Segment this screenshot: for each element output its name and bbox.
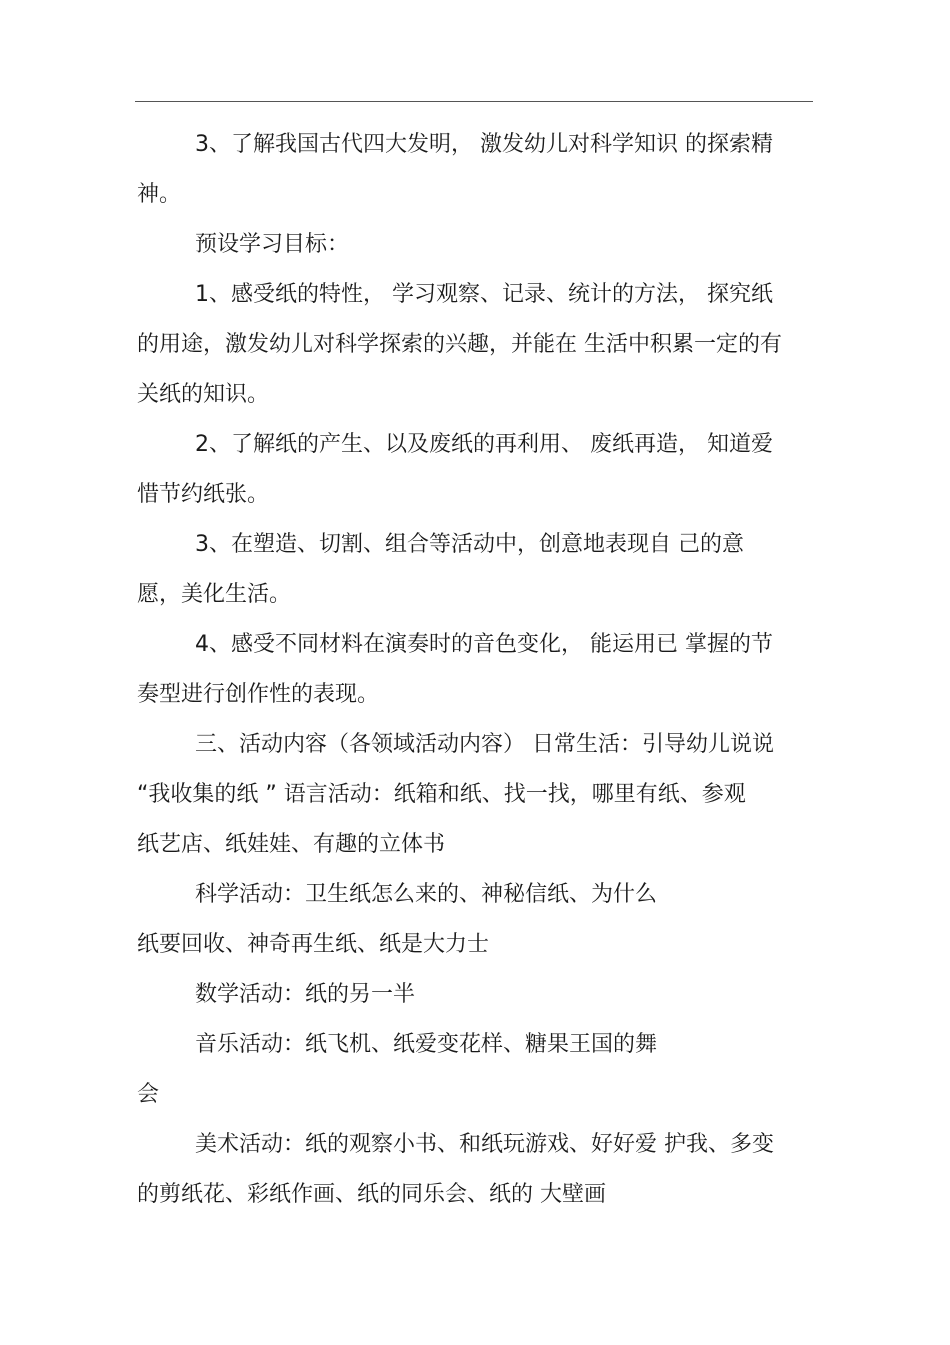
math-activity-line: 数学活动：纸的另一半 [195,982,416,1007]
activity-content-line-3: 纸艺店、纸娃娃、有趣的立体书 [137,832,446,857]
learning-goal-1-line-3: 关纸的知识。 [137,382,270,407]
learning-goal-3-line-1: 3、在塑造、切割、组合等活动中，创意地表现自 己的意 [195,532,744,557]
section-heading-learning-goals: 预设学习目标： [195,232,350,257]
goal-3-line-1: 3、了解我国古代四大发明， 激发幼儿对科学知识 的探索精 [195,132,773,157]
activity-content-line-1: 三、活动内容（各领域活动内容） 日常生活：引导幼儿说说 [195,732,774,757]
document-body [137,120,813,1220]
learning-goal-2-line-1: 2、了解纸的产生、以及废纸的再利用、 废纸再造， 知道爱 [195,432,773,457]
science-activity-line-2: 纸要回收、神奇再生纸、纸是大力士 [137,932,490,957]
goal-3-line-2: 神。 [137,182,182,207]
learning-goal-2-line-2: 惜节约纸张。 [137,482,270,507]
music-activity-line-1: 音乐活动：纸飞机、纸爱变花样、糖果王国的舞 [195,1032,658,1057]
art-activity-line-1: 美术活动：纸的观察小书、和纸玩游戏、好好爱 护我、多变 [195,1132,774,1157]
science-activity-line-1: 科学活动：卫生纸怎么来的、神秘信纸、为什么 [195,882,658,907]
learning-goal-1-line-1: 1、感受纸的特性， 学习观察、记录、统计的方法， 探究纸 [195,282,773,307]
learning-goal-4-line-2: 奏型进行创作性的表现。 [137,682,380,707]
art-activity-line-2: 的剪纸花、彩纸作画、纸的同乐会、纸的 大壁画 [137,1182,606,1207]
learning-goal-4-line-1: 4、感受不同材料在演奏时的音色变化， 能运用已 掌握的节 [195,632,773,657]
header-rule [135,101,813,102]
music-activity-line-2: 会 [137,1082,160,1107]
learning-goal-1-line-2: 的用途，激发幼儿对科学探索的兴趣，并能在 生活中积累一定的有 [137,332,782,357]
activity-content-line-2: “我收集的纸 ” 语言活动：纸箱和纸、找一找，哪里有纸、参观 [137,782,746,807]
learning-goal-3-line-2: 愿，美化生活。 [137,582,292,607]
